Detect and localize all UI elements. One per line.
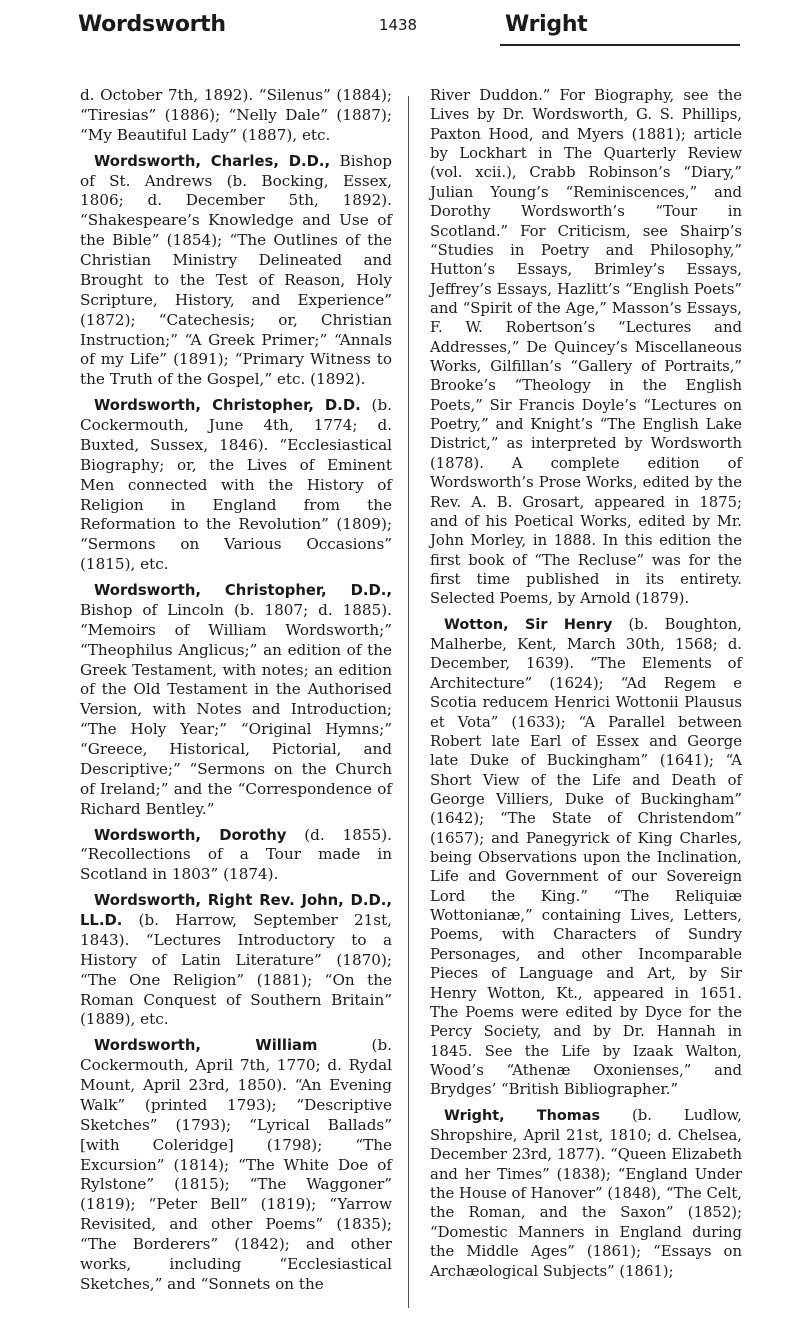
entry-continuation	[430, 86, 742, 609]
entry-dorothy-wordsworth	[80, 826, 392, 886]
entry-text: (b. Cockermouth, April 7th, 1770; d. Rydal Mount, April 23rd, 1850). “An Evening Walk” (printed 1793); “Descriptive Sketches” (1793); “Lyrical Ballads” [with Coleridge] (1798); “The Excursion” (1814); “The White Doe of Rylstone” (1815); “The Waggoner” (1819); “Peter Bell” (1819); “Yarrow Revisited, and other Poems” (1835); “The Borderers” (1842); and other works, including “Ecclesiastical Sketches,” and “Sonnets on the	[80, 1036, 392, 1293]
entry-text: d. October 7th, 1892). “Silenus” (1884); “Tiresias” (1886); “Nelly Dale” (1887); “My Beautiful Lady” (1887), etc.	[80, 86, 392, 144]
entry-text: (b. Boughton, Malherbe, Kent, March 30th, 1568; d. December, 1639). “The Elements of Architecture” (1624); “Ad Regem e Scotia reducem Henrici Wottonii Plausus et Vota” (1633); “A Parallel between Robert late Earl of Essex and George late Duke of Buckingham” (1641); “A Short View of the Life and Death of George Villiers, Duke of Buckingham” (1642); “The State of Christendom” (1657); and Panegyrick of King Charles, being Observations upon the Inclination, Life and Government of our Sovereign Lord the King.” “The Reliquiæ Wottonianæ,” containing Lives, Letters, Poems, with Characters of Sundry Personages, and other Incomparable Pieces of Language and Art, by Sir Henry Wotton, Kt., appeared in 1651. The Poems were edited by Dyce for the Percy Society, and by Dr. Hannah in 1845. See the Life by Izaak Walton, Wood’s “Athenæ Oxonienses,” and Brydges’ “British Bibliographer.”	[430, 615, 742, 1099]
entry-text: (b. Harrow, September 21st, 1843). “Lectures Introductory to a History of Latin Literature” (1870); “The One Religion” (1881); “On the Roman Conquest of Southern Britain” (1889), etc.	[80, 911, 392, 1029]
entry-text: River Duddon.” For Biography, see the Lives by Dr. Wordsworth, G. S. Phillips, Paxton Hood, and Myers (1881); article by Lockhart in The Quarterly Review (vol. xcii.), Crabb Robinson’s “Diary,” Julian Young’s “Reminiscences,” and Dorothy Wordsworth’s “Tour in Scotland.” For Criticism, see Shairp’s “Studies in Poetry and Philosophy,” Hutton’s Essays, Brimley’s Essays, Jeffrey’s Essays, Hazlitt’s “English Poets” and “Spirit of the Age,” Masson’s Essays, F. W. Robertson’s “Lectures and Addresses,” De Quincey’s Miscellaneous Works, Gilfillan’s “Gallery of Portraits,” Brooke’s “Theology in the English Poets,” Sir Francis Doyle’s “Lectures on Poetry,” and Knight’s “The English Lake District,” as interpreted by Wordsworth (1878). A complete edition of Wordsworth’s Prose Works, edited by the Rev. A. B. Grosart, appeared in 1875; and of his Poetical Works, edited by Mr. John Morley, in 1888. In this edition the first book of “The Recluse” was for the first time published in its entirety. Selected Poems, by Arnold (1879).	[430, 87, 742, 608]
entry-headword: Wordsworth, Christopher, D.D.,	[94, 582, 392, 599]
entry-headword: Wordsworth, Christopher, D.D.	[94, 397, 361, 415]
entry-text: (b. Ludlow, Shropshire, April 21st, 1810; d. Chelsea, December 23rd, 1877). “Queen Elizabeth and her Times” (1838); “England Under the House of Hanover” (1848), “The Celt, the Roman, and the Saxon” (1852); “Domestic Manners in England during the Middle Ages” (1861); “Essays on Archæological Subjects” (1861);	[430, 1106, 742, 1280]
entry-text: (d. 1855). “Recollections of a Tour made in Scotland in 1803” (1874).	[80, 825, 392, 884]
entry-continuation	[80, 86, 392, 146]
page-header	[0, 0, 800, 64]
entry-thomas-wright	[430, 1106, 742, 1281]
entry-text: Bishop of Lincoln (b. 1807; d. 1885). “Memoirs of William Wordsworth;” “Theophilus Anglicus;” an edition of the Greek Testament, with notes; an edition of the Old Testament in the Authorised Version, with Notes and Introduction; “The Holy Year;” “Original Hymns;” “Greece, Historical, Pictorial, and Descriptive;” “Sermons on the Church of Ireland;” and the “Correspondence of Richard Bentley.”	[80, 600, 392, 818]
entry-headword: Wotton, Sir Henry	[444, 616, 613, 633]
page-number: 1438	[378, 16, 418, 34]
entry-headword: Wordsworth, William	[94, 1037, 318, 1055]
entry-henry-wotton	[430, 615, 742, 1100]
entry-john-wordsworth	[80, 891, 392, 1030]
entry-christopher-wordsworth-bishop	[80, 581, 392, 820]
entry-headword: Wordsworth, Dorothy	[94, 826, 287, 844]
entry-text: Bishop of St. Andrews (b. Bocking, Essex, 1806; d. December 5th, 1892). “Shakespeare’s Knowledge and Use of the Bible” (1854); “The Outlines of the Christian Ministry Delineated and Brought to the Test of Reason, Holy Scripture, History, and Experience” (1872); “Catechesis; or, Christian Instruction;” “A Greek Primer;” “Annals of my Life” (1891); “Primary Witness to the Truth of the Gospel,” etc. (1892).	[80, 151, 392, 389]
right-column	[430, 86, 742, 1287]
left-column	[80, 86, 392, 1301]
header-rule	[500, 44, 740, 46]
entry-headword: Wright, Thomas	[444, 1107, 601, 1124]
column-divider	[408, 96, 409, 1308]
running-head-right: Wright	[505, 12, 588, 37]
entry-christopher-wordsworth	[80, 396, 392, 575]
entry-headword: Wordsworth, Right Rev. John, D.D., LL.D.	[80, 892, 392, 929]
running-head-left: Wordsworth	[78, 12, 226, 37]
entry-william-wordsworth	[80, 1036, 392, 1294]
entry-text: (b. Cockermouth, June 4th, 1774; d. Buxted, Sussex, 1846). “Ecclesiastical Biography; or, the Lives of Eminent Men connected with the History of Religion in England from the Reformation to the Revolution” (1809); “Sermons on Various Occasions” (1815), etc.	[80, 396, 393, 574]
entry-charles-wordsworth	[80, 152, 392, 391]
entry-headword: Wordsworth, Charles, D.D.,	[94, 152, 331, 170]
